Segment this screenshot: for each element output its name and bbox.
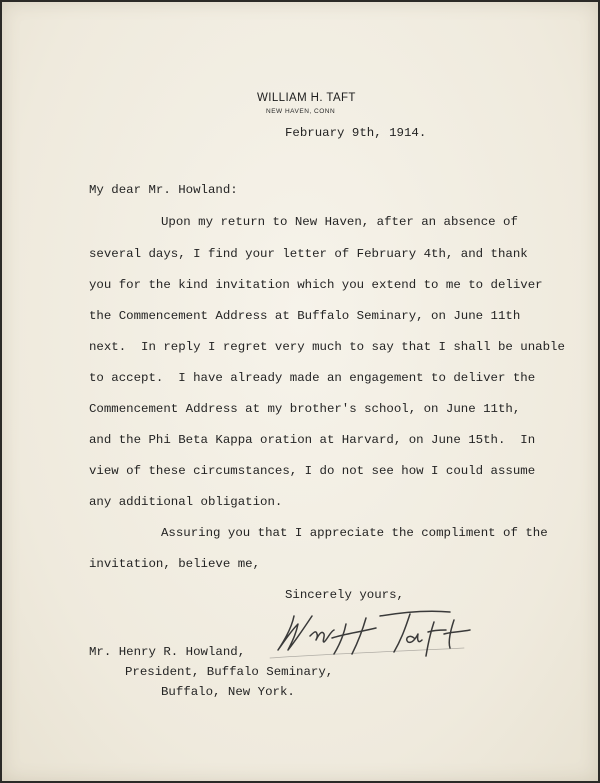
recipient-line: Mr. Henry R. Howland, [89, 645, 246, 659]
body-line: Upon my return to New Haven, after an absence of [161, 215, 518, 229]
body-line: view of these circumstances, I do not see how I could assume [89, 464, 536, 478]
signature [264, 602, 494, 662]
letterhead-place: NEW HAVEN, CONN [266, 108, 336, 115]
closing: Sincerely yours, [285, 588, 404, 602]
body-line: any additional obligation. [89, 495, 283, 509]
body-line: next. In reply I regret very much to say that I shall be unable [89, 340, 565, 354]
body-line: invitation, believe me, [89, 557, 261, 571]
letter-page [2, 2, 598, 781]
recipient-line: Buffalo, New York. [161, 685, 295, 699]
body-line: the Commencement Address at Buffalo Seminary, on June 11th [89, 309, 521, 323]
recipient-line: President, Buffalo Seminary, [125, 665, 334, 679]
body-line: and the Phi Beta Kappa oration at Harvard, on June 15th. In [89, 433, 536, 447]
body-line: Commencement Address at my brother's school, on June 11th, [89, 402, 521, 416]
body-line: to accept. I have already made an engagement to deliver the [89, 371, 536, 385]
body-line: several days, I find your letter of February 4th, and thank [89, 247, 528, 261]
letterhead-name: WILLIAM H. TAFT [257, 92, 356, 104]
body-line: Assuring you that I appreciate the compliment of the [161, 526, 548, 540]
letter-date: February 9th, 1914. [285, 126, 427, 140]
salutation: My dear Mr. Howland: [89, 183, 238, 197]
body-line: you for the kind invitation which you extend to me to deliver [89, 278, 543, 292]
